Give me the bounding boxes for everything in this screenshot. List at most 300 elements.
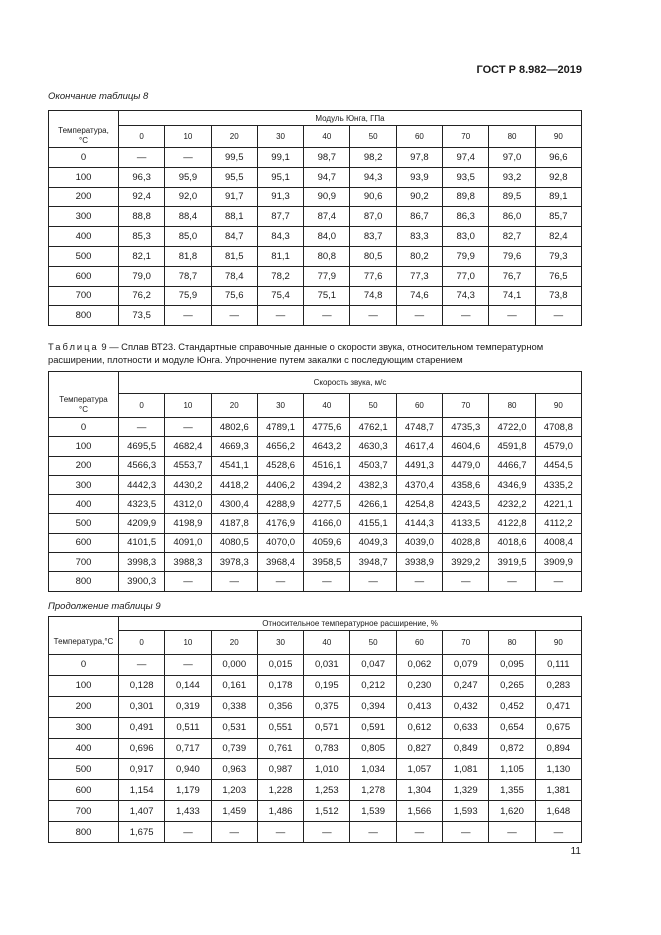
value-cell: 78,4 — [211, 266, 257, 286]
value-cell: — — [211, 822, 257, 843]
temperature-cell: 500 — [49, 514, 119, 533]
value-cell: 4735,3 — [443, 418, 489, 437]
value-cell: 4479,0 — [443, 456, 489, 475]
value-cell: 4656,2 — [257, 437, 303, 456]
value-cell: 90,6 — [350, 187, 396, 207]
value-cell: — — [396, 822, 442, 843]
value-cell: — — [396, 572, 442, 591]
value-cell: 3958,5 — [304, 553, 350, 572]
value-cell: 97,0 — [489, 148, 535, 168]
value-cell: 76,2 — [119, 286, 165, 306]
value-cell: 3968,4 — [257, 553, 303, 572]
value-cell: 4442,3 — [119, 475, 165, 494]
value-cell: 0,471 — [535, 696, 581, 717]
value-cell: 1,228 — [257, 780, 303, 801]
group-header: Относительное температурное расширение, % — [119, 617, 582, 631]
table-row — [49, 418, 582, 437]
value-cell: — — [443, 572, 489, 591]
table-row — [49, 456, 582, 475]
value-cell: — — [304, 306, 350, 326]
value-cell: 0,827 — [396, 738, 442, 759]
column-header: 40 — [304, 631, 350, 655]
value-cell: 0,591 — [350, 717, 396, 738]
value-cell: 3929,2 — [443, 553, 489, 572]
table-row — [49, 553, 582, 572]
value-cell: 4682,4 — [165, 437, 211, 456]
column-header: 0 — [119, 126, 165, 148]
value-cell: — — [165, 148, 211, 168]
value-cell: 92,4 — [119, 187, 165, 207]
temperature-cell: 200 — [49, 456, 119, 475]
value-cell: 0,452 — [489, 696, 535, 717]
value-cell: 0,047 — [350, 655, 396, 676]
temperature-cell: 100 — [49, 437, 119, 456]
temperature-cell: 600 — [49, 533, 119, 552]
value-cell: 4789,1 — [257, 418, 303, 437]
value-cell: 0,917 — [119, 759, 165, 780]
value-cell: 86,3 — [443, 207, 489, 227]
value-cell: 82,7 — [489, 227, 535, 247]
value-cell: 4566,3 — [119, 456, 165, 475]
value-cell: 80,5 — [350, 246, 396, 266]
value-cell: 0,571 — [304, 717, 350, 738]
table-row — [49, 187, 582, 207]
value-cell: 86,0 — [489, 207, 535, 227]
value-cell: 4418,2 — [211, 475, 257, 494]
value-cell: 4008,4 — [535, 533, 581, 552]
value-cell: 4018,6 — [489, 533, 535, 552]
value-cell: 85,7 — [535, 207, 581, 227]
value-cell: — — [165, 822, 211, 843]
value-cell: 92,8 — [535, 167, 581, 187]
value-cell: 98,7 — [304, 148, 350, 168]
value-cell: 4187,8 — [211, 514, 257, 533]
value-cell: 4144,3 — [396, 514, 442, 533]
value-cell: 1,081 — [443, 759, 489, 780]
value-cell: 4300,4 — [211, 495, 257, 514]
value-cell: 4028,8 — [443, 533, 489, 552]
value-cell: 0,283 — [535, 675, 581, 696]
value-cell: 0,338 — [211, 696, 257, 717]
value-cell: 91,7 — [211, 187, 257, 207]
column-header: 30 — [257, 631, 303, 655]
value-cell: — — [304, 572, 350, 591]
value-cell: 4166,0 — [304, 514, 350, 533]
value-cell: 1,433 — [165, 801, 211, 822]
value-cell: 79,3 — [535, 246, 581, 266]
value-cell: 85,3 — [119, 227, 165, 247]
value-cell: 0,375 — [304, 696, 350, 717]
value-cell: 93,9 — [396, 167, 442, 187]
value-cell: 4049,3 — [350, 533, 396, 552]
value-cell: 99,1 — [257, 148, 303, 168]
corner-cell — [49, 372, 119, 394]
column-header: 80 — [489, 394, 535, 418]
value-cell: 0,265 — [489, 675, 535, 696]
value-cell: 0,031 — [304, 655, 350, 676]
value-cell: 76,7 — [489, 266, 535, 286]
value-cell: 0,413 — [396, 696, 442, 717]
value-cell: 4491,3 — [396, 456, 442, 475]
column-header: 10 — [165, 394, 211, 418]
value-cell: 0,000 — [211, 655, 257, 676]
temperature-cell: 0 — [49, 418, 119, 437]
value-cell: 0,161 — [211, 675, 257, 696]
value-cell: 4695,5 — [119, 437, 165, 456]
value-cell: 4358,6 — [443, 475, 489, 494]
column-header: 20 — [211, 631, 257, 655]
temperature-cell: 500 — [49, 246, 119, 266]
value-cell: 0,805 — [350, 738, 396, 759]
value-cell: 83,7 — [350, 227, 396, 247]
value-cell: 1,486 — [257, 801, 303, 822]
column-header: 30 — [257, 394, 303, 418]
value-cell: 83,3 — [396, 227, 442, 247]
column-header: 50 — [350, 394, 396, 418]
value-cell: 0,195 — [304, 675, 350, 696]
value-cell: 1,329 — [443, 780, 489, 801]
value-cell: — — [535, 306, 581, 326]
value-cell: 4323,5 — [119, 495, 165, 514]
value-cell: — — [535, 572, 581, 591]
value-cell: — — [396, 306, 442, 326]
value-cell: 3988,3 — [165, 553, 211, 572]
column-header: 30 — [257, 126, 303, 148]
value-cell: 82,1 — [119, 246, 165, 266]
value-cell: 75,1 — [304, 286, 350, 306]
column-header: 40 — [304, 126, 350, 148]
value-cell: — — [165, 655, 211, 676]
value-cell: 76,5 — [535, 266, 581, 286]
value-cell: 4748,7 — [396, 418, 442, 437]
value-cell: 0,128 — [119, 675, 165, 696]
value-cell: 4630,3 — [350, 437, 396, 456]
value-cell: 79,9 — [443, 246, 489, 266]
value-cell: 85,0 — [165, 227, 211, 247]
value-cell: — — [211, 572, 257, 591]
value-cell: 0,717 — [165, 738, 211, 759]
table-row — [49, 207, 582, 227]
value-cell: 4516,1 — [304, 456, 350, 475]
value-cell: — — [443, 306, 489, 326]
value-cell: 91,3 — [257, 187, 303, 207]
column-header: 0 — [119, 394, 165, 418]
value-cell: 1,539 — [350, 801, 396, 822]
value-cell: 4070,0 — [257, 533, 303, 552]
value-cell: 4762,1 — [350, 418, 396, 437]
row-header-line2: °С — [79, 405, 88, 415]
value-cell: 4254,8 — [396, 495, 442, 514]
value-cell: 88,8 — [119, 207, 165, 227]
column-header: 90 — [535, 631, 581, 655]
value-cell: 73,5 — [119, 306, 165, 326]
temperature-cell: 0 — [49, 655, 119, 676]
value-cell: 4312,0 — [165, 495, 211, 514]
table-row — [49, 306, 582, 326]
column-header: 70 — [443, 126, 489, 148]
value-cell: 3998,3 — [119, 553, 165, 572]
value-cell: 0,178 — [257, 675, 303, 696]
table-row — [49, 696, 582, 717]
value-cell: 4579,0 — [535, 437, 581, 456]
value-cell: 4243,5 — [443, 495, 489, 514]
value-cell: 1,407 — [119, 801, 165, 822]
value-cell: 4617,4 — [396, 437, 442, 456]
value-cell: — — [489, 572, 535, 591]
value-cell: 1,253 — [304, 780, 350, 801]
value-cell: 1,620 — [489, 801, 535, 822]
value-cell: 84,7 — [211, 227, 257, 247]
value-cell: 0,095 — [489, 655, 535, 676]
value-cell: 1,278 — [350, 780, 396, 801]
value-cell: 4059,6 — [304, 533, 350, 552]
column-header: 70 — [443, 631, 489, 655]
value-cell: 4553,7 — [165, 456, 211, 475]
value-cell: — — [350, 572, 396, 591]
value-cell: 4591,8 — [489, 437, 535, 456]
value-cell: 0,940 — [165, 759, 211, 780]
column-header: 20 — [211, 126, 257, 148]
value-cell: 78,7 — [165, 266, 211, 286]
value-cell: 4232,2 — [489, 495, 535, 514]
value-cell: 4266,1 — [350, 495, 396, 514]
value-cell: 4708,8 — [535, 418, 581, 437]
value-cell: 73,8 — [535, 286, 581, 306]
value-cell: — — [165, 306, 211, 326]
column-header: 10 — [165, 631, 211, 655]
value-cell: 0,761 — [257, 738, 303, 759]
temperature-cell: 300 — [49, 475, 119, 494]
value-cell: 0,633 — [443, 717, 489, 738]
value-cell: 4466,7 — [489, 456, 535, 475]
value-cell: 88,4 — [165, 207, 211, 227]
value-cell: 4091,0 — [165, 533, 211, 552]
value-cell: 0,212 — [350, 675, 396, 696]
value-cell: 89,5 — [489, 187, 535, 207]
value-cell: 87,0 — [350, 207, 396, 227]
value-cell: 86,7 — [396, 207, 442, 227]
value-cell: 4802,6 — [211, 418, 257, 437]
row-header-line1: Температура — [59, 395, 108, 405]
value-cell: 77,9 — [304, 266, 350, 286]
value-cell: 4669,3 — [211, 437, 257, 456]
value-cell: 0,894 — [535, 738, 581, 759]
row-header-line1: Температура, — [58, 126, 109, 136]
value-cell: 84,0 — [304, 227, 350, 247]
value-cell: 0,654 — [489, 717, 535, 738]
value-cell: — — [257, 822, 303, 843]
value-cell: 81,1 — [257, 246, 303, 266]
temperature-cell: 700 — [49, 801, 119, 822]
value-cell: — — [165, 572, 211, 591]
table-label: Таблица — [48, 341, 99, 352]
column-header: 90 — [535, 126, 581, 148]
value-cell: 74,8 — [350, 286, 396, 306]
corner-cell — [49, 617, 119, 631]
column-header: 50 — [350, 631, 396, 655]
value-cell: 4503,7 — [350, 456, 396, 475]
value-cell: 77,3 — [396, 266, 442, 286]
table-row — [49, 780, 582, 801]
table-row — [49, 286, 582, 306]
value-cell: 1,203 — [211, 780, 257, 801]
value-cell: 0,872 — [489, 738, 535, 759]
value-cell: 3919,5 — [489, 553, 535, 572]
column-header: 40 — [304, 394, 350, 418]
table-row — [49, 822, 582, 843]
value-cell: 75,9 — [165, 286, 211, 306]
value-cell: 97,8 — [396, 148, 442, 168]
value-cell: 0,963 — [211, 759, 257, 780]
column-header: 10 — [165, 126, 211, 148]
value-cell: 1,566 — [396, 801, 442, 822]
value-cell: 4604,6 — [443, 437, 489, 456]
temperature-cell: 600 — [49, 780, 119, 801]
table-row — [49, 266, 582, 286]
value-cell: 4541,1 — [211, 456, 257, 475]
value-cell: 4430,2 — [165, 475, 211, 494]
value-cell: 75,6 — [211, 286, 257, 306]
value-cell: 97,4 — [443, 148, 489, 168]
table9-title — [48, 340, 588, 366]
temperature-cell: 800 — [49, 306, 119, 326]
value-cell: 4101,5 — [119, 533, 165, 552]
value-cell: 0,511 — [165, 717, 211, 738]
value-cell: 95,5 — [211, 167, 257, 187]
value-cell: — — [350, 306, 396, 326]
value-cell: 0,987 — [257, 759, 303, 780]
value-cell: 1,057 — [396, 759, 442, 780]
value-cell: 0,230 — [396, 675, 442, 696]
value-cell: 1,154 — [119, 780, 165, 801]
value-cell: 98,2 — [350, 148, 396, 168]
value-cell: 4039,0 — [396, 533, 442, 552]
value-cell: 4775,6 — [304, 418, 350, 437]
value-cell: 87,4 — [304, 207, 350, 227]
column-header: 80 — [489, 631, 535, 655]
value-cell: 93,5 — [443, 167, 489, 187]
value-cell: 96,6 — [535, 148, 581, 168]
value-cell: 0,739 — [211, 738, 257, 759]
corner-cell — [49, 111, 119, 126]
temperature-cell: 200 — [49, 187, 119, 207]
value-cell: 1,179 — [165, 780, 211, 801]
group-header: Модуль Юнга, ГПа — [119, 111, 582, 126]
value-cell: 4346,9 — [489, 475, 535, 494]
value-cell: 1,105 — [489, 759, 535, 780]
value-cell: 82,4 — [535, 227, 581, 247]
value-cell: — — [165, 418, 211, 437]
temperature-cell: 300 — [49, 207, 119, 227]
row-header-line2: °С — [79, 136, 88, 146]
value-cell: 96,3 — [119, 167, 165, 187]
value-cell: 4112,2 — [535, 514, 581, 533]
column-header: 60 — [396, 394, 442, 418]
temperature-cell: 400 — [49, 495, 119, 514]
temperature-cell: 700 — [49, 286, 119, 306]
speed-of-sound-table — [48, 371, 582, 592]
value-cell: 0,111 — [535, 655, 581, 676]
value-cell: 93,2 — [489, 167, 535, 187]
value-cell: 0,356 — [257, 696, 303, 717]
value-cell: 0,432 — [443, 696, 489, 717]
temperature-cell: 300 — [49, 717, 119, 738]
value-cell: — — [119, 418, 165, 437]
value-cell: 77,6 — [350, 266, 396, 286]
value-cell: — — [489, 822, 535, 843]
value-cell: 0,394 — [350, 696, 396, 717]
value-cell: — — [489, 306, 535, 326]
value-cell: 4394,2 — [304, 475, 350, 494]
table8-caption: Окончание таблицы 8 — [48, 91, 149, 102]
value-cell: 4209,9 — [119, 514, 165, 533]
value-cell: — — [257, 572, 303, 591]
value-cell: 1,675 — [119, 822, 165, 843]
table-row — [49, 514, 582, 533]
table9-cont-caption: Продолжение таблицы 9 — [48, 601, 161, 612]
value-cell: 4335,2 — [535, 475, 581, 494]
value-cell: 84,3 — [257, 227, 303, 247]
value-cell: — — [350, 822, 396, 843]
row-header — [49, 394, 119, 418]
value-cell: 1,459 — [211, 801, 257, 822]
value-cell: 95,9 — [165, 167, 211, 187]
temperature-cell: 0 — [49, 148, 119, 168]
temperature-cell: 400 — [49, 738, 119, 759]
table-row — [49, 738, 582, 759]
value-cell: 1,381 — [535, 780, 581, 801]
table-row — [49, 801, 582, 822]
temperature-cell: 600 — [49, 266, 119, 286]
value-cell: 4277,5 — [304, 495, 350, 514]
value-cell: 0,079 — [443, 655, 489, 676]
value-cell: 4080,5 — [211, 533, 257, 552]
value-cell: 0,319 — [165, 696, 211, 717]
column-header: 0 — [119, 631, 165, 655]
value-cell: — — [119, 148, 165, 168]
value-cell: 0,612 — [396, 717, 442, 738]
value-cell: 0,696 — [119, 738, 165, 759]
value-cell: 3948,7 — [350, 553, 396, 572]
table-row — [49, 167, 582, 187]
value-cell: 74,3 — [443, 286, 489, 306]
value-cell: 89,1 — [535, 187, 581, 207]
row-header — [49, 126, 119, 148]
value-cell: 77,0 — [443, 266, 489, 286]
value-cell: 0,849 — [443, 738, 489, 759]
value-cell: 1,034 — [350, 759, 396, 780]
value-cell: 3978,3 — [211, 553, 257, 572]
value-cell: — — [443, 822, 489, 843]
value-cell: 80,2 — [396, 246, 442, 266]
value-cell: 0,675 — [535, 717, 581, 738]
value-cell: — — [535, 822, 581, 843]
value-cell: 0,247 — [443, 675, 489, 696]
value-cell: 0,062 — [396, 655, 442, 676]
value-cell: — — [257, 306, 303, 326]
value-cell: 4122,8 — [489, 514, 535, 533]
value-cell: 94,3 — [350, 167, 396, 187]
temperature-cell: 700 — [49, 553, 119, 572]
value-cell: 99,5 — [211, 148, 257, 168]
value-cell: 74,6 — [396, 286, 442, 306]
value-cell: 89,8 — [443, 187, 489, 207]
column-header: 70 — [443, 394, 489, 418]
row-header: Температура,°С — [49, 631, 119, 655]
column-header: 20 — [211, 394, 257, 418]
table-row — [49, 227, 582, 247]
value-cell: 1,010 — [304, 759, 350, 780]
